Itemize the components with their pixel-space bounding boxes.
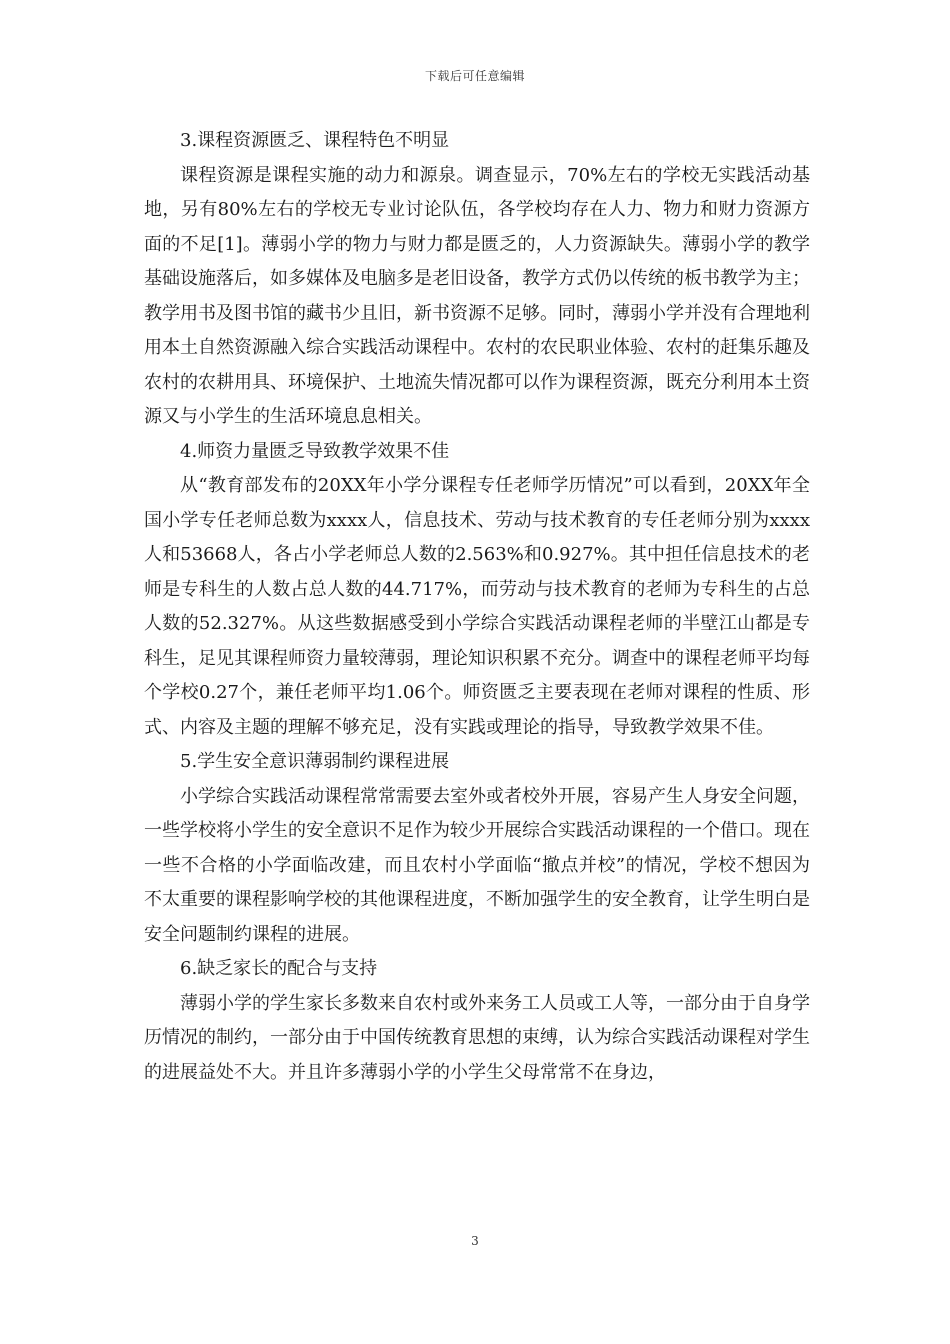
section-heading: 3.课程资源匮乏、课程特色不明显 xyxy=(180,130,450,151)
section-paragraph: 从“教育部发布的20XX年小学分课程专任老师学历情况”可以看到，20XX年全国小学专任老师总数为xxxx人，信息技术、劳动与技术教育的专任老师分别为xxxx人和53668人，各占小学老师总人数的2.563%和0.927%。其中担任信息技术的老师是专科生的人数占总人数的44.717%，而劳动与技术教育的老师为专科生的占总人数的52.327%。从这些数据感受到小学综合实践活动课程老师的半壁江山都是专科生，足见其课程师资力量较薄弱，理论知识积累不充分。调查中的课程老师平均每个学校0.27个，兼任老师平均1.06个。师资匮乏主要表现在老师对课程的性质、形式、内容及主题的理解不够充足，没有实践或理论的指导，导致教学效果不佳。 xyxy=(144,475,810,738)
section-paragraph: 薄弱小学的学生家长多数来自农村或外来务工人员或工人等，一部分由于自身学历情况的制约，一部分由于中国传统教育思想的束缚，认为综合实践活动课程对学生的进展益处不大。并且许多薄弱小学的小学生父母常常不在身边， xyxy=(144,992,810,1083)
section-heading: 5.学生安全意识薄弱制约课程进展 xyxy=(180,751,450,772)
section-heading: 4.师资力量匮乏导致教学效果不佳 xyxy=(180,440,450,462)
page-number: 3 xyxy=(471,1234,479,1248)
section-paragraph: 小学综合实践活动课程常常需要去室外或者校外开展，容易产生人身安全问题，一些学校将小学生的安全意识不足作为较少开展综合实践活动课程的一个借口。现在一些不合格的小学面临改建，而且农村小学面临“撤点并校”的情况，学校不想因为不太重要的课程影响学校的其他课程进度，不断加强学生的安全教育，让学生明白是安全问题制约课程的进展。 xyxy=(144,785,810,945)
document-body xyxy=(144,124,810,1090)
page-header: 下载后可任意编辑 xyxy=(424,69,525,83)
section-paragraph: 课程资源是课程实施的动力和源泉。调查显示，70%左右的学校无实践活动基地，另有80%左右的学校无专业讨论队伍，各学校均存在人力、物力和财力资源方面的不足[1]。薄弱小学的物力与财力都是匮乏的，人力资源缺失。薄弱小学的教学基础设施落后，如多媒体及电脑多是老旧设备，教学方式仍以传统的板书教学为主；教学用书及图书馆的藏书少且旧，新书资源不足够。同时，薄弱小学并没有合理地利用本土自然资源融入综合实践活动课程中。农村的农民职业体验、农村的赶集乐趣及农村的农耕用具、环境保护、土地流失情况都可以作为课程资源，既充分利用本土资源又与小学生的生活环境息息相关。 xyxy=(144,164,810,427)
section-heading: 6.缺乏家长的配合与支持 xyxy=(180,958,378,979)
